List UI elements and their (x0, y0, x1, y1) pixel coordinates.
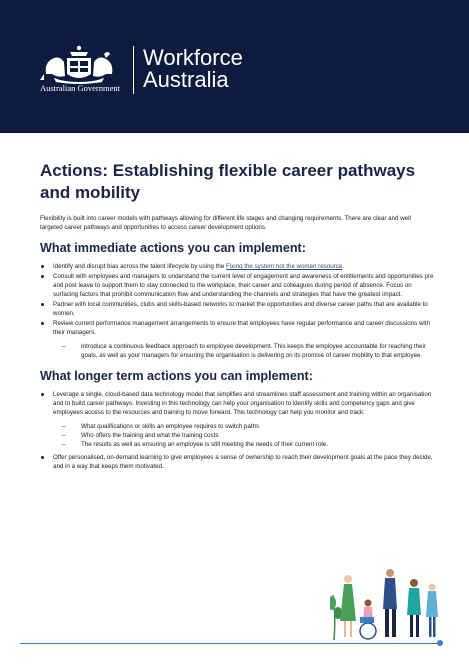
government-name: Australian Government (39, 83, 121, 93)
list-item: Consult with employees and managers to understand the current level of engagement and awareness of entitlements and opportunities pre and post leave to support them to stay connected to the workplace, their career and colleagues during period of absence. Focus on surfacing factors that prohibit communication flow and understanding the channels and strategies that have the greatest impact. (40, 272, 434, 299)
sub-list-item: – Who offers the training and what the training costs (62, 432, 219, 439)
main-content (40, 160, 434, 472)
bullet-icon (41, 393, 44, 396)
list-item: Leverage a single, cloud-based data technology model that simplifies and streamlines staff assessment and training within an organisation and to build career pathways. Investing in this technology can help your organisation to identify skills and competency gaps and give employees access to the resources and training to move forward. This technology can help you monitor and track: – What qualifications or skills an employee requires to switch paths – Who offers the training and what the training costs – The results as well as ensuring an employee is still meeting the needs of their current role. (40, 390, 434, 449)
sub-list-item: – The results as well as ensuring an employee is still meeting the needs of their current role. (62, 441, 328, 448)
list-item: Review current performance management arrangements to ensure that employees have regular performance and career discussions with their managers. – Introduce a continuous feedback approach to employee development. This keeps the employee accountable for reaching their goals, as well as your managers for ensuring the organisation is delivering on its promise of career mobility to that employee. (40, 319, 434, 360)
section-heading-immediate: What immediate actions you can implement: (40, 241, 306, 255)
bullet-icon (41, 265, 44, 268)
immediate-actions-list (40, 262, 434, 360)
bullet-icon (41, 322, 44, 325)
bullet-icon (41, 456, 44, 459)
sub-list-item: – What qualifications or skills an employee requires to switch paths (62, 423, 260, 430)
bullet-icon (41, 275, 44, 278)
section-heading-longer-term: What longer term actions you can implement: (40, 369, 313, 383)
longer-term-actions-list (40, 390, 434, 471)
page-title: Actions: Establishing flexible career pathways and mobility (40, 161, 416, 202)
bullet-icon (41, 303, 44, 306)
people-illustration-icon (330, 565, 440, 640)
list-item: Partner with local communities, clubs and skills-based networks to market the opportunities and diverse career paths that are available to women. (40, 300, 434, 318)
intro-paragraph: Flexibility is built into career models with pathways allowing for different life stages and changing requirements. There are clear and well targeted career pathways and opportunities to access career development options. (40, 215, 411, 231)
list-item: Identify and disrupt bias across the talent lifecycle by using the Fixing the system not the women resource. (40, 262, 434, 271)
workforce-australia-logo (143, 47, 243, 91)
footer-dot (437, 640, 443, 646)
brand-line-1: Workforce (143, 45, 243, 70)
sub-list-item: – Introduce a continuous feedback approach to employee development. This keeps the employee accountable for reaching their goals, as well as your managers for ensuring the organisation is delivering on its promise of career mobility to that employee. (62, 343, 426, 359)
sub-list (53, 342, 434, 360)
sub-list (53, 422, 434, 449)
list-item: Offer personalised, on-demand learning to give employees a sense of ownership to reach their development goals at the pace they decide, and in a way that keeps them motivated. (40, 453, 434, 471)
brand-line-2: Australia (143, 67, 229, 92)
header-divider (133, 46, 134, 94)
footer-rule (20, 643, 440, 644)
header-banner (0, 0, 469, 133)
fixing-the-system-link[interactable]: Fixing the system not the women resource (226, 263, 343, 270)
